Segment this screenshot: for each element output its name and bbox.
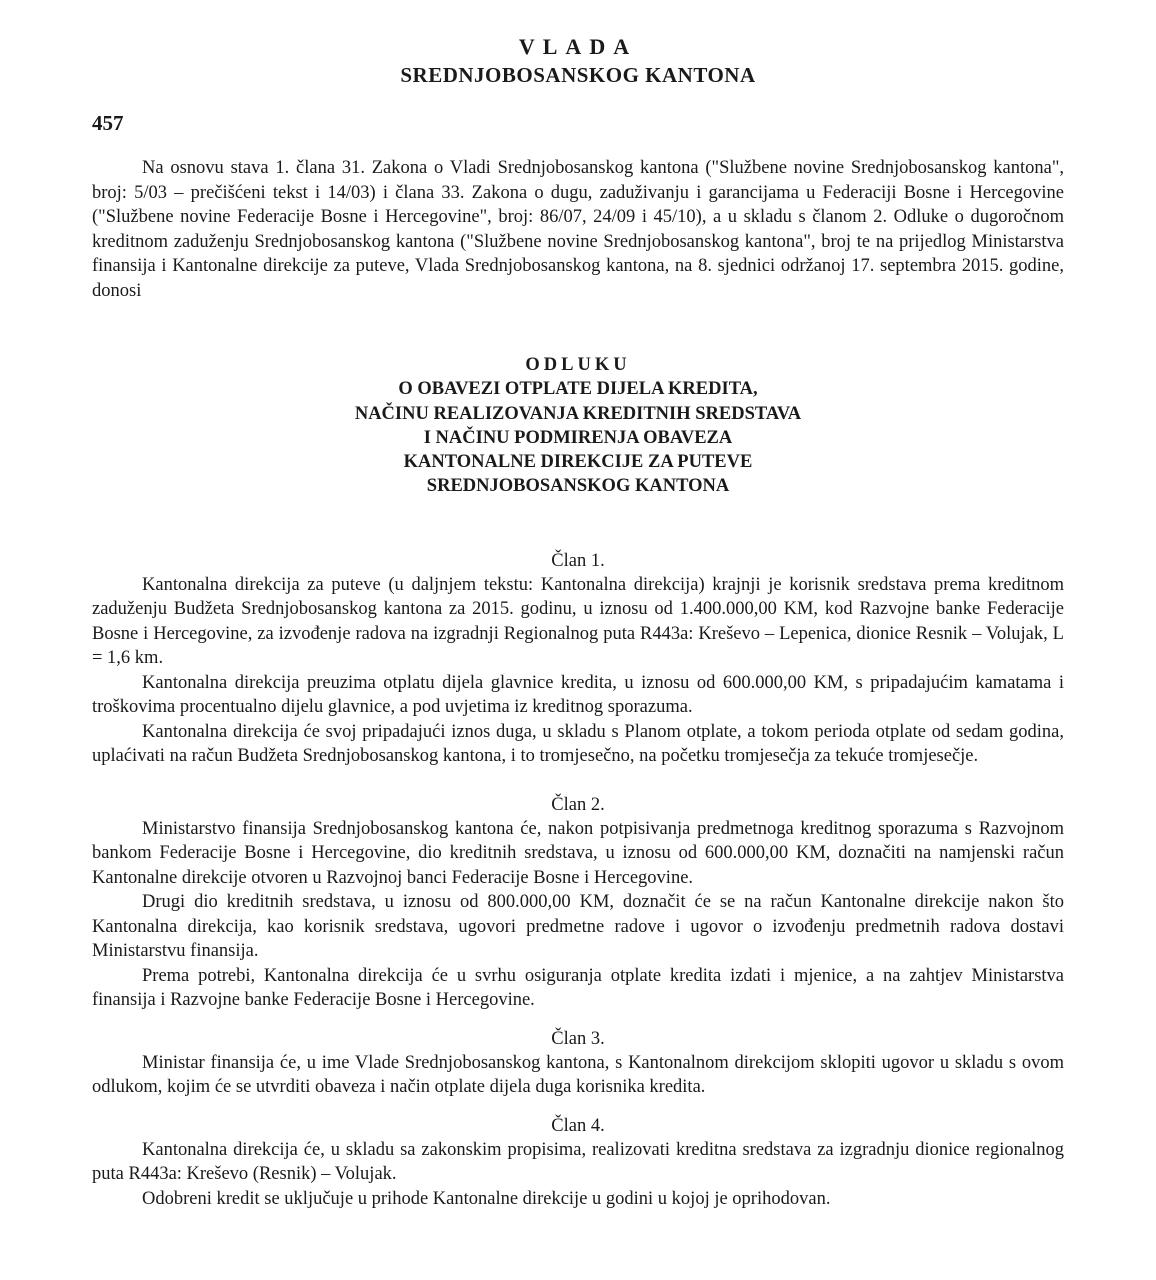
- article-paragraph: Prema potrebi, Kantonalna direkcija će u svrhu osiguranja otplate kredita izdati i mjenice, a na zahtjev Ministarstva finansija i Razvojne banke Federacije Bosne i Hercegovine.: [92, 965, 1064, 1011]
- article-paragraph: Odobreni kredit se uključuje u prihode Kantonalne direkcije u godini u kojoj je oprihodovan.: [142, 1188, 831, 1209]
- decision-title-line: I NAČINU PODMIRENJA OBAVEZA: [423, 427, 733, 448]
- article-title: Član 4.: [551, 1115, 605, 1136]
- article-paragraph: Kantonalna direkcija za puteve (u daljnjem tekstu: Kantonalna direkcija) krajnji je korisnik sredstava prema kreditnom zaduženju Budžeta Srednjobosanskog kantona za 2015. godinu, u iznosu od 1.400.000,00 KM, kod Razvojne banke Federacije Bosne i Hercegovine, za izvođenje radova na izgradnji Regionalnog puta R443a: Kreševo – Lepenica, dionice Resnik – Volujak, L = 1,6 km.: [92, 574, 1064, 669]
- decision-title-line: O OBAVEZI OTPLATE DIJELA KREDITA,: [398, 379, 758, 400]
- article-title: Član 1.: [551, 550, 605, 571]
- article-2: [92, 793, 1064, 1013]
- intro-paragraph: Na osnovu stava 1. člana 31. Zakona o Vladi Srednjobosanskog kantona ("Službene novine Srednjobosanskog kantona", broj: 5/03 – prečišćeni tekst i 14/03) i člana 33. Zakona o dugu, zaduživanju i garancijama u Federaciji Bosne i Hercegovine ("Službene novine Federacije Bosne i Hercegovine", broj: 86/07, 24/09 i 45/10), a u skladu s članom 2. Odluke o dugoročnom kreditnom zaduženju Srednjobosanskog kantona ("Službene novine Srednjobosanskog kantona", broj te na prijedlog Ministarstva finansija i Kantonalne direkcije za puteve, Vlada Srednjobosanskog kantona, na 8. sjednici održanoj 17. septembra 2015. godine, donosi: [92, 158, 1064, 301]
- article-paragraph: Kantonalna direkcija će svoj pripadajući iznos duga, u skladu s Planom otplate, a tokom perioda otplate od sedam godina, uplaćivati na račun Budžeta Srednjobosanskog kantona, i to tromjesečno, na početku tromjesečja za tekuće tromjesečje.: [92, 721, 1064, 767]
- decision-title-line: SREDNJOBOSANSKOG KANTONA: [426, 476, 730, 497]
- article-1: [92, 549, 1064, 769]
- decision-title: [92, 353, 1064, 499]
- article-title: Član 2.: [551, 794, 605, 815]
- header-canton: SREDNJOBOSANSKOG KANTONA: [400, 63, 756, 87]
- article-paragraph: Ministar finansija će, u ime Vlade Srednjobosanskog kantona, s Kantonalnom direkcijom sklopiti ugovor u skladu s ovom odlukom, kojim će se utvrditi obaveza i način otplate dijela duga korisnika kredita.: [92, 1052, 1064, 1098]
- article-title: Član 3.: [551, 1028, 605, 1049]
- article-paragraph: Drugi dio kreditnih sredstava, u iznosu od 800.000,00 KM, doznačit će se na račun Kantonalne direkcije nakon što Kantonalna direkcija, kao korisnik sredstava, ugovori predmetne radove i ugovor o izvođenju predmetnih radova dostavi Ministarstvu finansija.: [92, 892, 1064, 962]
- document-header: [92, 0, 1064, 89]
- article-4: [92, 1114, 1064, 1212]
- article-paragraph: Kantonalna direkcija će, u skladu sa zakonskim propisima, realizovati kreditna sredstava za izgradnju dionice regionalnog puta R443a: Kreševo (Resnik) – Volujak.: [92, 1139, 1064, 1185]
- decision-keyword: ODLUKU: [525, 355, 631, 375]
- article-paragraph: Kantonalna direkcija preuzima otplatu dijela glavnice kredita, u iznosu od 600.000,00 KM, s pripadajućim kamatama i troškovima procentualno dijelu glavnice, a pod uvjetima iz kreditnog sporazuma.: [92, 672, 1064, 718]
- article-3: [92, 1027, 1064, 1100]
- document-number: 457: [92, 111, 124, 135]
- article-paragraph: Ministarstvo finansija Srednjobosanskog kantona će, nakon potpisivanja predmetnoga kreditnog sporazuma s Razvojnom bankom Federacije Bosne i Hercegovine, dio kreditnih sredstava, u iznosu od 600.000,00 KM, doznačiti na namjenski račun Kantonalne direkcije otvoren u Razvojnoj banci Federacije Bosne i Hercegovine.: [92, 818, 1064, 888]
- decision-title-line: NAČINU REALIZOVANJA KREDITNIH SREDSTAVA: [354, 403, 802, 424]
- header-government: VLADA: [518, 34, 638, 59]
- decision-title-line: KANTONALNE DIREKCIJE ZA PUTEVE: [403, 452, 753, 473]
